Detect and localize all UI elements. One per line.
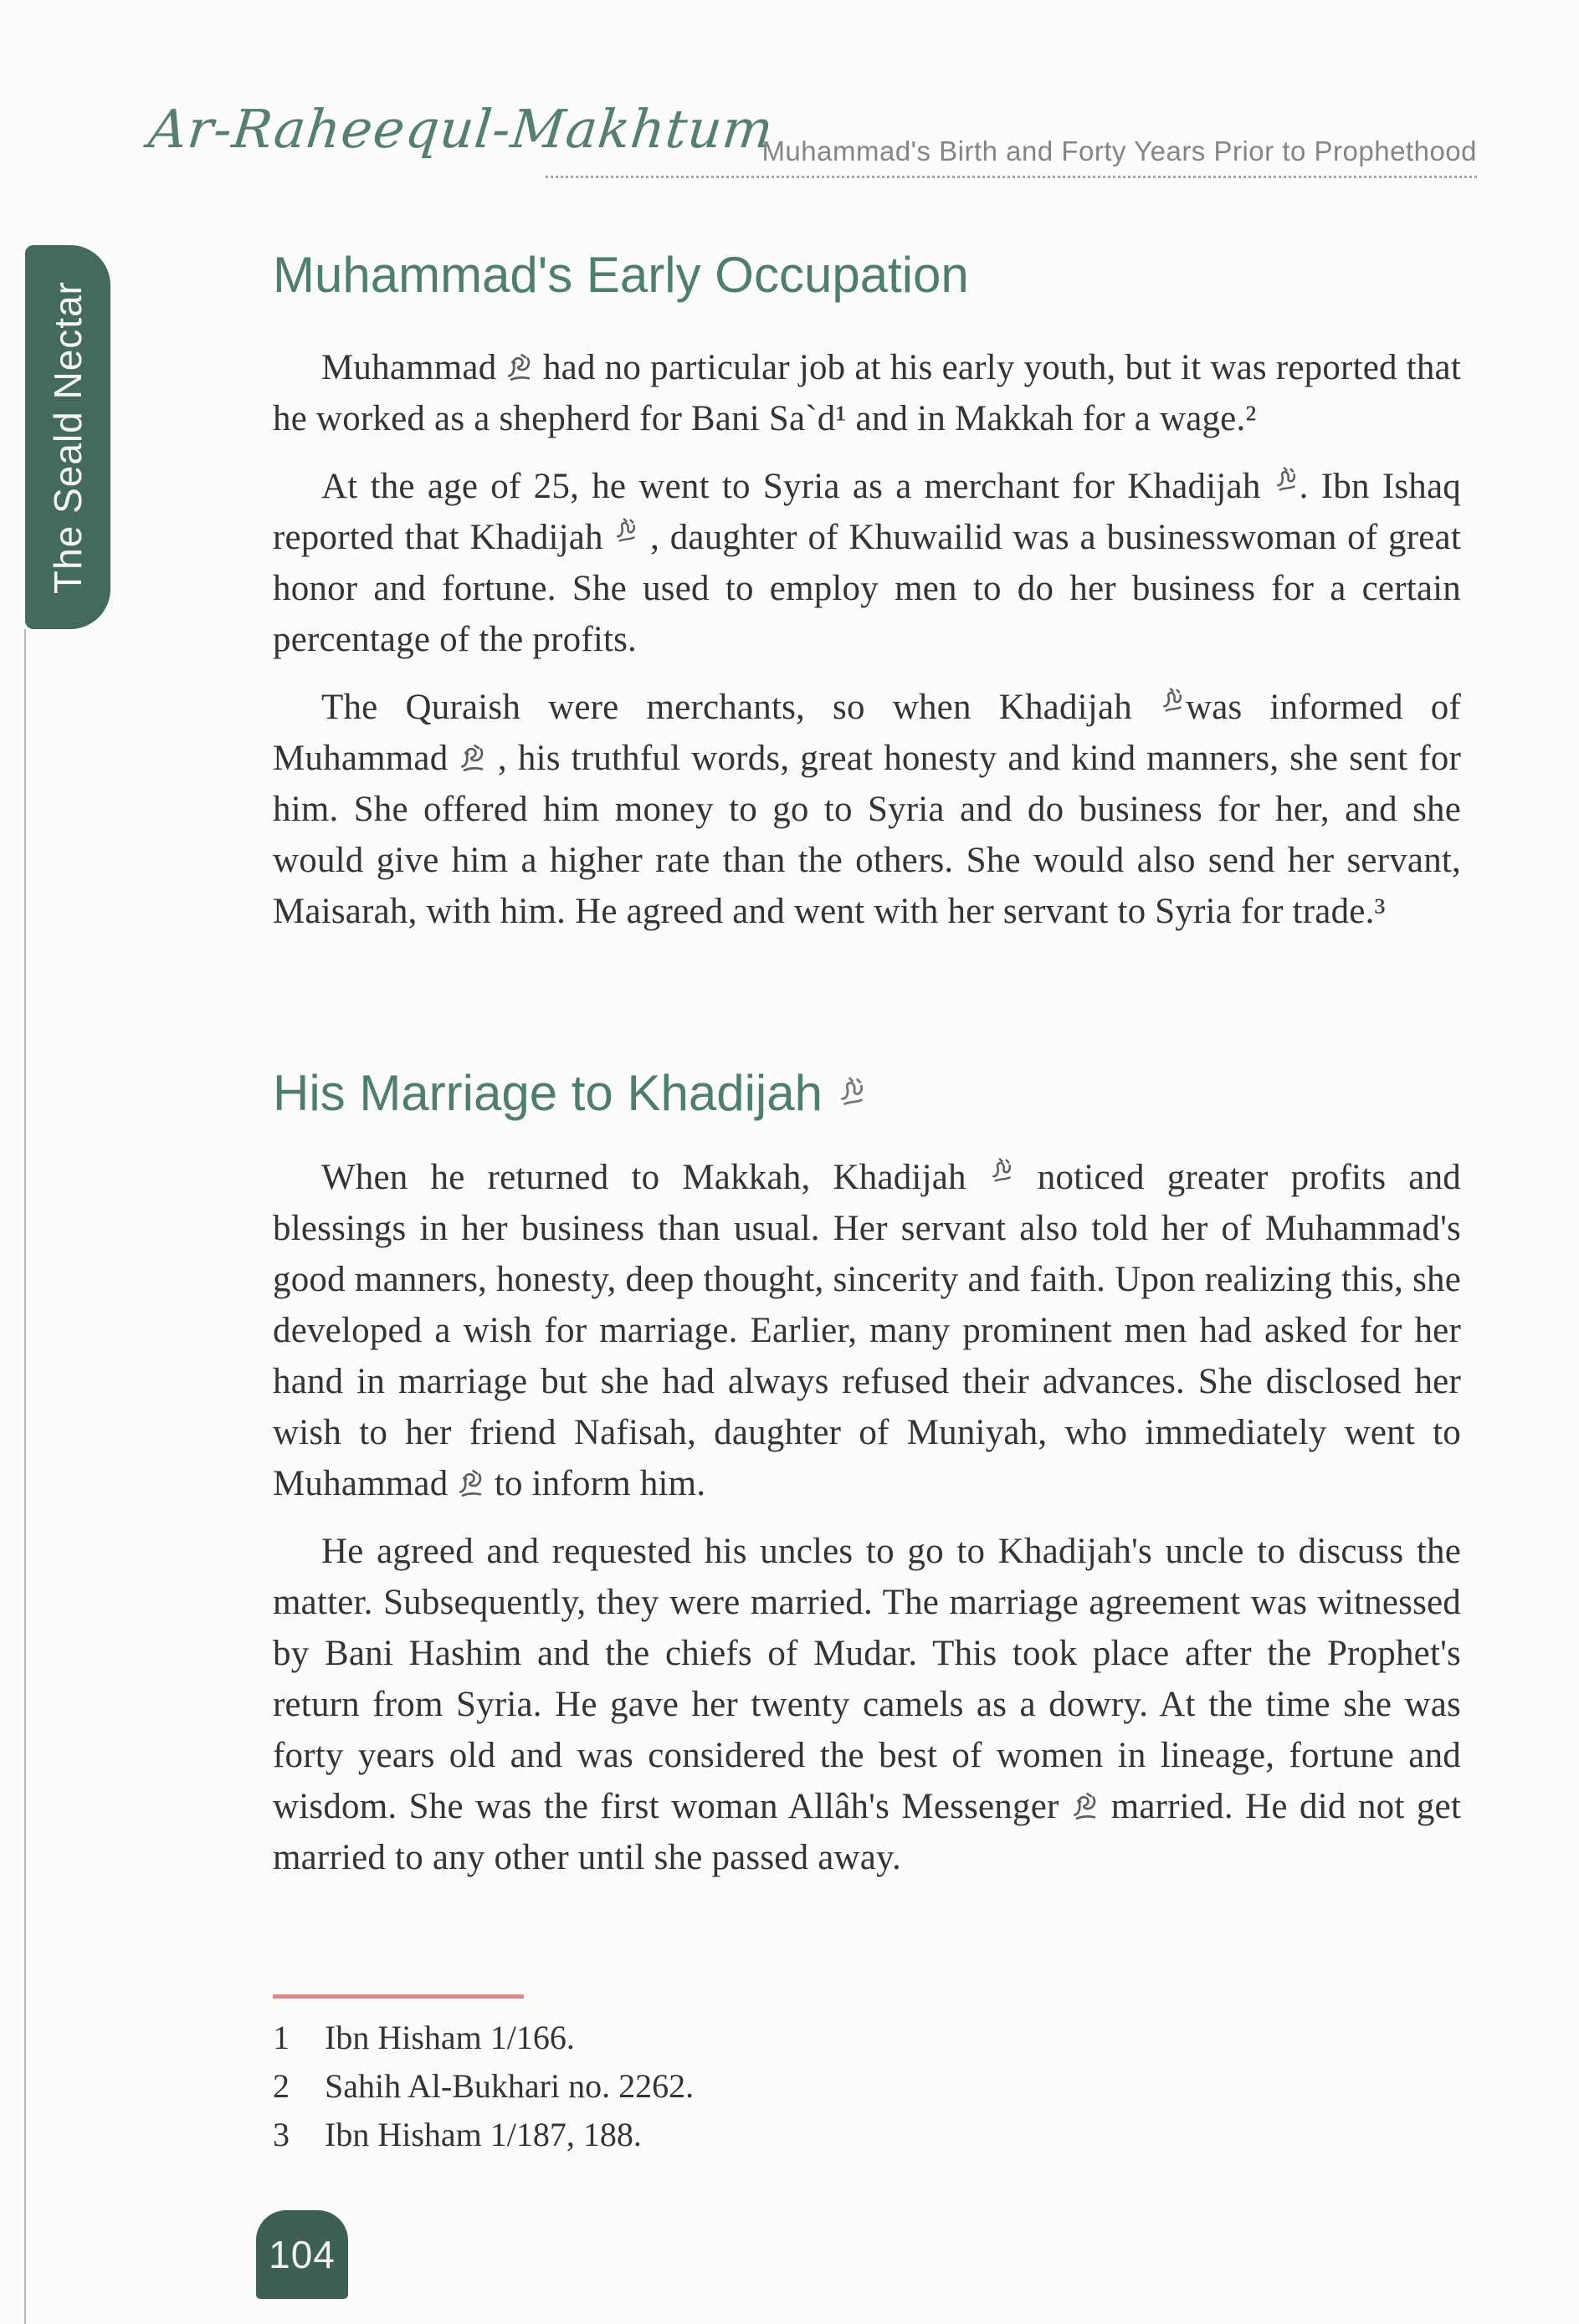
saw-calligraphy-icon	[1071, 1790, 1100, 1821]
page-content	[273, 0, 1461, 2324]
footnote-text: Ibn Hisham 1/187, 188.	[325, 2116, 642, 2153]
section-heading: Muhammad's Early Occupation	[273, 247, 969, 303]
ra-calligraphy-icon	[837, 1076, 868, 1109]
footnote	[273, 2014, 1461, 2062]
book-title-script: Ar-Raheequl-Makhtum	[146, 99, 777, 160]
ra-calligraphy-icon	[1274, 466, 1300, 494]
side-tab-label: The Seald Nectar	[46, 280, 90, 594]
left-margin-line	[24, 629, 26, 2324]
footnote-number: 1	[273, 2019, 290, 2056]
saw-calligraphy-icon	[459, 742, 487, 773]
footnotes	[273, 1994, 1461, 2159]
chapter-title: Muhammad's Birth and Forty Years Prior to Prophethood	[761, 136, 1477, 166]
paragraph: At the age of 25, he went to Syria as a merchant for Khadijah . Ibn Ishaq reported that Khadijah , daughter of Khuwailid was a businesswoman of great honor and fortune. She used to employ men to do her business for a certain percentage of the profits.	[273, 467, 1461, 659]
footnote-text: Ibn Hisham 1/166.	[325, 2019, 575, 2056]
ra-calligraphy-icon	[613, 517, 639, 545]
page-number: 104	[269, 2233, 336, 2276]
side-tab	[25, 245, 110, 629]
paragraph: Muhammad had no particular job at his early youth, but it was reported that he worked as a shepherd for Bani Sa`d¹ and in Makkah for a wage.²	[273, 348, 1461, 438]
paragraph: When he returned to Makkah, Khadijah noticed greater profits and blessings in her business than usual. Her servant also told her of Muhammad's good manners, honesty, deep thought, sincerity and faith. Upon realizing this, she developed a wish for marriage. Earlier, many prominent men had asked for her hand in marriage but she had always refused their advances. She disclosed her wish to her friend Nafisah, daughter of Muniyah, who immediately went to Muhammad to inform him.	[273, 1158, 1461, 1503]
saw-calligraphy-icon	[457, 1467, 485, 1498]
footnote-number: 3	[273, 2116, 290, 2153]
section-heading: His Marriage to Khadijah	[273, 1064, 1461, 1122]
page-number-tab	[256, 2210, 348, 2299]
saw-calligraphy-icon	[505, 351, 534, 382]
footnote-separator-rule	[273, 1994, 524, 1999]
footnote	[273, 2111, 1461, 2159]
footnote-text: Sahih Al-Bukhari no. 2262.	[325, 2067, 695, 2105]
section-marriage-khadijah	[273, 1064, 1461, 1900]
footnote-number: 2	[273, 2067, 290, 2105]
footnote	[273, 2062, 1461, 2111]
ra-calligraphy-icon	[989, 1157, 1015, 1185]
section-early-occupation	[273, 246, 1461, 954]
paragraph: He agreed and requested his uncles to go to Khadijah's uncle to discuss the matter. Subsequently, they were married. The marriage agreement was witnessed by Bani Hashim and the chiefs of Mudar. This took place after the Prophet's return from Syria. He gave her twenty camels as a dowry. At the time she was forty years old and was considered the best of women in lineage, fortune and wisdom. She was the first woman Allâh's Messenger married. He did not get married to any other until she passed away.	[273, 1532, 1461, 1877]
paragraph: The Quraish were merchants, so when Khadijah was informed of Muhammad , his truthful words, great honesty and kind manners, she sent for him. She offered him money to go to Syria and do business for her, and she would give him a higher rate than the others. She would also send her servant, Maisarah, with him. He agreed and went with her servant to Syria for trade.³	[273, 688, 1462, 931]
ra-calligraphy-icon	[1160, 687, 1186, 715]
